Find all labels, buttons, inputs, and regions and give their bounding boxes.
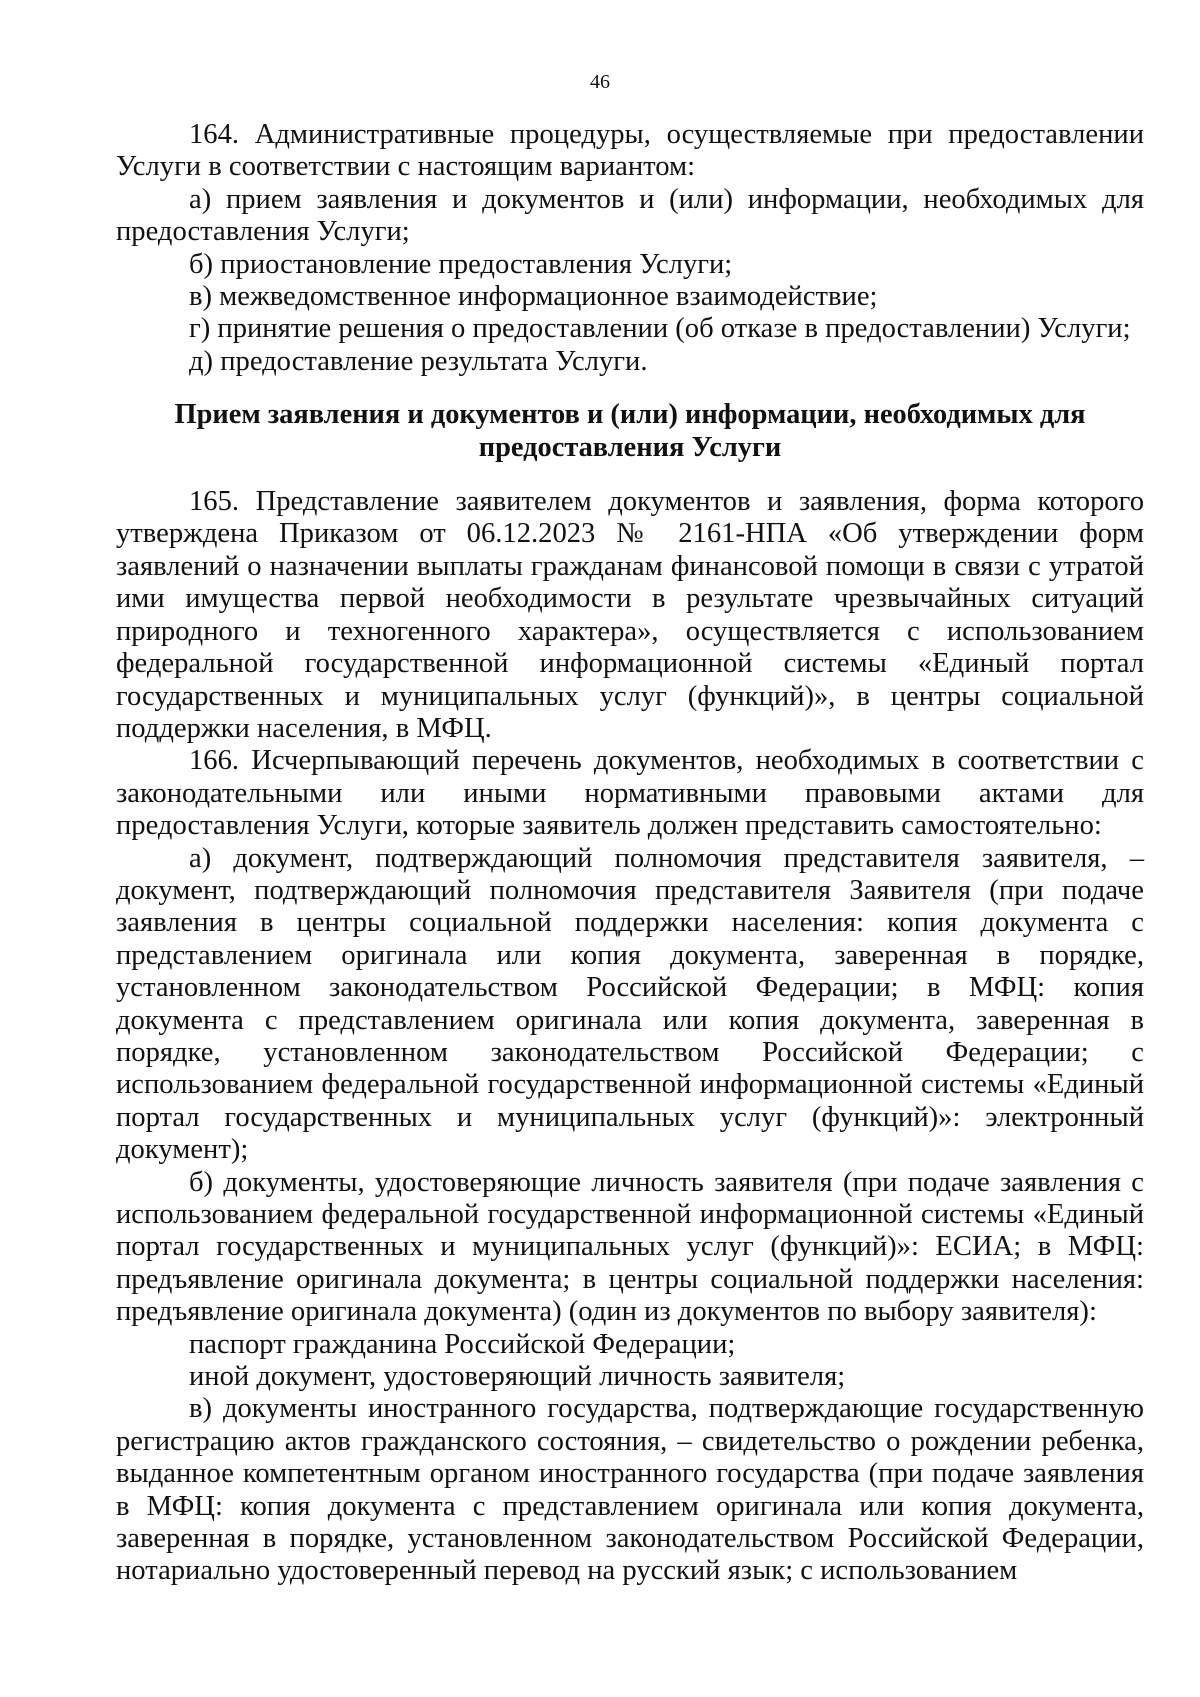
document-body <box>116 119 1144 1588</box>
section-heading <box>116 399 1144 464</box>
paragraph-164-item-g: г) принятие решения о предоставлении (об отказе в предоставлении) Услуги; <box>189 313 1131 345</box>
paragraph-164-item-v: в) межведомственное информационное взаимодействие; <box>189 281 878 313</box>
paragraph-166-item-a: а) документ, подтверждающий полномочия представителя заявителя, – документ, подтверждающий полномочия представителя Заявителя (при подаче заявления в центры социальной поддержки населения: копия документа с представлением оригинала или копия документа, заверенная в порядке, установленном законодательством Российской Федерации; в МФЦ: копия документа с представлением оригинала или копия документа, заверенная в порядке, установленном законодательством Российской Федерации; с использованием федеральной государственной информационной системы «Единый портал государственных и муниципальных услуг (функций)»: электронный документ); <box>116 842 1144 1166</box>
paragraph-166-item-b-doc-2: иной документ, удостоверяющий личность заявителя; <box>189 1361 846 1393</box>
page-number: 46 <box>590 71 610 93</box>
paragraph-164-item-d: д) предоставление результата Услуги. <box>189 345 648 377</box>
paragraph-166-intro: 166. Исчерпывающий перечень документов, необходимых в соответствии с законодательными или иными нормативными правовыми актами для предоставления Услуги, которые заявитель должен представить самостоятельно: <box>116 745 1144 842</box>
paragraph-164-item-b: б) приостановление предоставления Услуги; <box>189 248 733 280</box>
section-heading-line-2: предоставления Услуги <box>478 431 782 463</box>
paragraph-165: 165. Представление заявителем документов и заявления, форма которого утверждена Приказом от 06.12.2023 № 2161-НПА «Об утверждении форм заявлений о назначении выплаты гражданам финансовой помощи в связи с утратой ими имущества первой необходимости в результате чрезвычайных ситуаций природного и техногенного характера», осуществляется с использованием федеральной государственной информационной системы «Единый портал государственных и муниципальных услуг (функций)», в центры социальной поддержки населения, в МФЦ. <box>116 486 1144 744</box>
paragraph-166-item-v: в) документы иностранного государства, подтверждающие государственную регистрацию актов гражданского состояния, – свидетельство о рождении ребенка, выданное компетентным органом иностранного государства (при подаче заявления в МФЦ: копия документа с представлением оригинала или копия документа, заверенная в порядке, установленном законодательством Российской Федерации, нотариально удостоверенный перевод на русский язык; с использованием <box>116 1393 1144 1587</box>
paragraph-164-item-a: а) прием заявления и документов и (или) информации, необходимых для предоставления Услуги; <box>116 183 1144 248</box>
paragraph-166-item-b-doc-1: паспорт гражданина Российской Федерации; <box>189 1328 736 1360</box>
paragraph-164-intro: 164. Административные процедуры, осуществляемые при предоставлении Услуги в соответствии с настоящим вариантом: <box>116 119 1144 183</box>
section-heading-line-1: Прием заявления и документов и (или) информации, необходимых для <box>174 399 1086 431</box>
paragraph-166-item-b: б) документы, удостоверяющие личность заявителя (при подаче заявления с использованием федеральной государственной информационной системы «Единый портал государственных и муниципальных услуг (функций)»: ЕСИА; в МФЦ: предъявление оригинала документа; в центры социальной поддержки населения: предъявление оригинала документа) (один из документов по выбору заявителя): <box>116 1166 1144 1328</box>
